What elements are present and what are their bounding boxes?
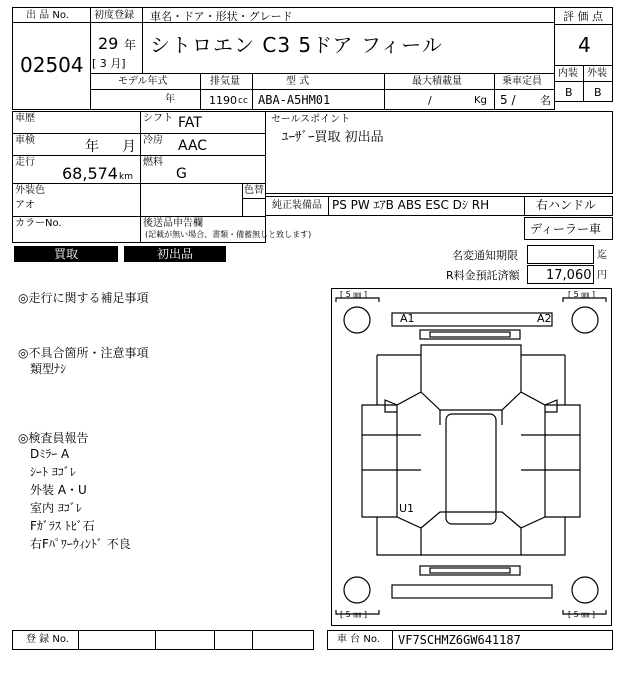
- model-year-label: モデル年式: [118, 76, 168, 87]
- max-load-unit: Kg: [474, 95, 487, 106]
- lot-no-label: 出 品 No.: [26, 10, 69, 21]
- inspector-line: 室内 ﾖｺﾞﾚ: [30, 501, 82, 515]
- year-unit: 年: [124, 38, 137, 52]
- capacity-value: 5 /: [500, 93, 516, 107]
- recycle-unit: 円: [597, 270, 607, 281]
- score: 4: [578, 33, 591, 57]
- capacity-label: 乗車定員: [502, 76, 542, 87]
- damage-mark-a1: A1: [400, 312, 415, 325]
- first-reg-month: [ 3 月]: [92, 57, 126, 70]
- mileage-unit: km: [119, 172, 133, 182]
- first-reg-year: 29: [98, 34, 119, 53]
- inspector-line: 右Fﾊﾟﾜｰｳｨﾝﾄﾞ 不良: [30, 537, 131, 551]
- equipment-label: 純正装備品: [272, 200, 322, 211]
- defects-line: 類型ﾅｼ: [30, 362, 67, 376]
- exterior-label: 外装: [587, 68, 607, 79]
- tire-depth-rear-right: [ 5 ㎜ ]: [568, 610, 595, 619]
- shift-label: シフト: [143, 113, 173, 124]
- car-name-label: 車名・ドア・形状・グレード: [150, 10, 293, 23]
- inspector-line: Fｶﾞﾗｽ ﾄﾋﾞ石: [30, 519, 95, 533]
- inspection-label: 車検: [15, 135, 35, 146]
- sales-point-label: セールスポイント: [271, 114, 351, 125]
- equipment-value: PS PW ｴｱB ABS ESC Dｼ RH: [332, 198, 490, 212]
- chassis-label: 車 台 No.: [337, 634, 380, 645]
- model-year-unit: 年: [165, 94, 175, 105]
- ac-label: 冷房: [143, 135, 163, 146]
- interior-grade: B: [565, 86, 573, 99]
- defects-heading: ◎不具合箇所・注意事項: [18, 346, 149, 360]
- displacement-label: 排気量: [210, 76, 240, 87]
- displacement: 1190: [209, 94, 237, 107]
- after-note: (記載が無い場合、書類・備蓄無しと致します): [145, 230, 312, 239]
- lot-no: 02504: [20, 53, 84, 77]
- dealer: ディーラー車: [530, 222, 602, 236]
- max-load-label: 最大積載量: [412, 76, 462, 87]
- car-name: シトロエン C3 5ドア フィール: [150, 33, 443, 57]
- tire-depth-rear-left: [ 5 ㎜ ]: [340, 610, 367, 619]
- name-change-label: 名変通知期限: [452, 249, 518, 262]
- mileage-value: 68,574: [62, 164, 118, 183]
- capacity-unit: 名: [540, 94, 551, 107]
- recycle-value: 17,060: [546, 268, 592, 283]
- reg-label: 登 録 No.: [26, 634, 69, 645]
- interior-label: 内装: [558, 68, 578, 79]
- after-label: 後送品申告欄: [143, 218, 203, 229]
- sales-point-text: ﾕｰｻﾞｰ買取 初出品: [282, 130, 384, 145]
- damage-mark-a2: A2: [537, 312, 552, 325]
- type-label: 型 式: [286, 76, 310, 87]
- ext-color-label: 外装色: [15, 185, 45, 196]
- supplement-heading: ◎走行に関する補足事項: [18, 291, 149, 305]
- inspection-month: 月: [122, 139, 136, 155]
- exterior-grade: B: [594, 86, 602, 99]
- tag-first-listing: 初出品: [156, 247, 193, 261]
- first-reg-label: 初度登録: [94, 10, 134, 21]
- color-no-label: カラーNo.: [15, 218, 62, 229]
- ext-color-value: アオ: [15, 200, 35, 211]
- name-change-unit: 迄: [597, 250, 607, 261]
- inspector-line: 外装 A・U: [30, 483, 87, 497]
- mileage-label: 走行: [15, 157, 35, 168]
- damage-mark-u1: U1: [399, 502, 415, 515]
- inspector-line: Dﾐﾗｰ A: [30, 447, 70, 461]
- fuel-label: 燃料: [143, 157, 163, 168]
- inspector-heading: ◎検査員報告: [18, 431, 89, 445]
- displacement-unit: cc: [238, 96, 248, 106]
- tire-depth-front-right: [ 5 ㎜ ]: [568, 290, 595, 299]
- steering: 右ハンドル: [536, 198, 597, 212]
- score-label: 評 価 点: [563, 10, 603, 23]
- inspector-line: ｼｰﾄ ﾖｺﾞﾚ: [30, 465, 76, 479]
- car-diagram: [336, 298, 606, 614]
- recycle-label: R料金預託済額: [446, 269, 520, 282]
- shift-value: FAT: [178, 115, 202, 131]
- tag-purchase: 買取: [53, 247, 78, 261]
- fuel-value: G: [176, 166, 187, 182]
- inspection-year: 年: [85, 139, 99, 155]
- tire-depth-front-left: [ 5 ㎜ ]: [340, 290, 367, 299]
- history-label: 車歴: [15, 113, 35, 124]
- ac-value: AAC: [178, 138, 208, 154]
- max-load-slash: /: [428, 94, 432, 107]
- type-value: ABA-A5HM01: [258, 93, 331, 107]
- color-change-label: 色替: [244, 185, 264, 196]
- chassis-value: VF7SCHMZ6GW641187: [398, 633, 521, 647]
